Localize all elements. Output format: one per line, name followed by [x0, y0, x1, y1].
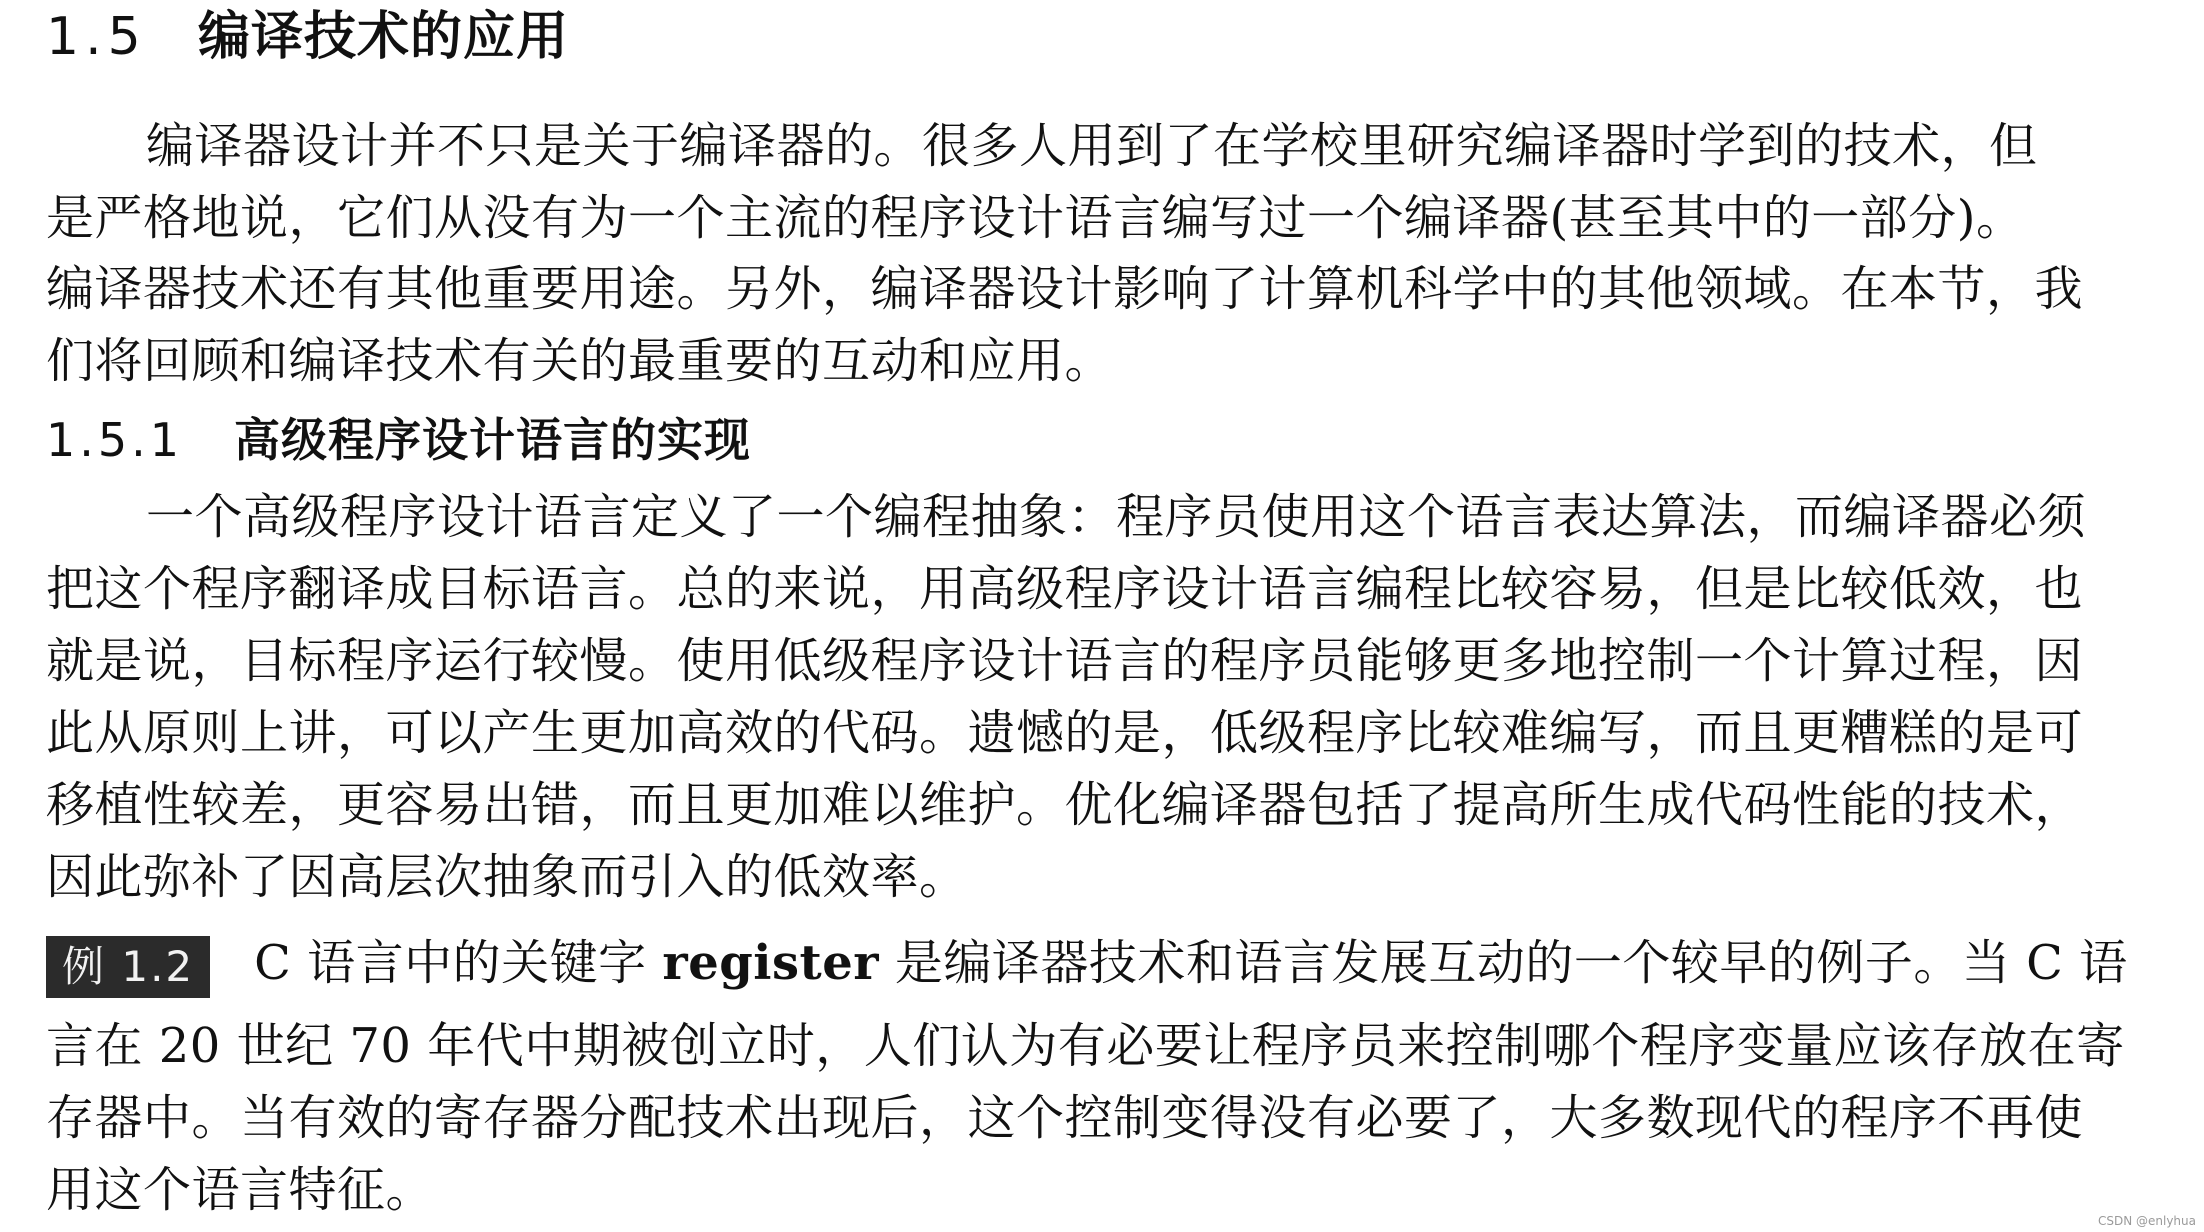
watermark: CSDN @enlyhua	[2097, 1214, 2196, 1228]
section-number: 1.5	[46, 7, 147, 67]
section-title: 编译技术的应用	[198, 7, 570, 67]
body-line: 移植性较差，更容易出错，而且更加难以维护。优化编译器包括了提高所生成代码性能的技术，	[46, 777, 2084, 833]
example-line: 存器中。当有效的寄存器分配技术出现后，这个控制变得没有必要了，大多数现代的程序不再使	[46, 1090, 2084, 1146]
body-line: 一个高级程序设计语言定义了一个编程抽象：程序员使用这个语言表达算法，而编译器必须	[146, 489, 2087, 545]
example-text: 是编译器技术和语言发展互动的一个较早的例子。当 C 语	[879, 935, 2128, 991]
example-text: C 语言中的关键字	[254, 935, 663, 991]
example-tag: 例 1.2	[46, 936, 210, 998]
body-line: 因此弥补了因高层次抽象而引入的低效率。	[46, 849, 968, 905]
intro-line: 是严格地说，它们从没有为一个主流的程序设计语言编写过一个编译器(甚至其中的一部分)。	[46, 190, 2025, 246]
body-line: 此从原则上讲，可以产生更加高效的代码。遗憾的是，低级程序比较难编写，而且更糟糕的是可	[46, 705, 2084, 761]
body-line: 就是说，目标程序运行较慢。使用低级程序设计语言的程序员能够更多地控制一个计算过程，因	[46, 633, 2084, 689]
subsection-number: 1.5.1	[46, 413, 184, 467]
example-first-line	[46, 927, 2128, 999]
section-heading	[46, 2, 569, 72]
example-line: 言在 20 世纪 70 年代中期被创立时，人们认为有必要让程序员来控制哪个程序变量应该存放在寄	[46, 1018, 2125, 1074]
example-keyword: register	[662, 935, 880, 991]
body-line: 把这个程序翻译成目标语言。总的来说，用高级程序设计语言编程比较容易，但是比较低效，也	[46, 561, 2084, 617]
intro-line: 编译器技术还有其他重要用途。另外，编译器设计影响了计算机科学中的其他领域。在本节，我	[46, 261, 2084, 317]
example-line: 用这个语言特征。	[46, 1162, 435, 1218]
intro-line: 编译器设计并不只是关于编译器的。很多人用到了在学校里研究编译器时学到的技术，但	[146, 118, 2038, 174]
subsection-title: 高级程序设计语言的实现	[234, 413, 751, 467]
intro-line: 们将回顾和编译技术有关的最重要的互动和应用。	[46, 333, 1114, 389]
subsection-heading	[46, 408, 751, 472]
